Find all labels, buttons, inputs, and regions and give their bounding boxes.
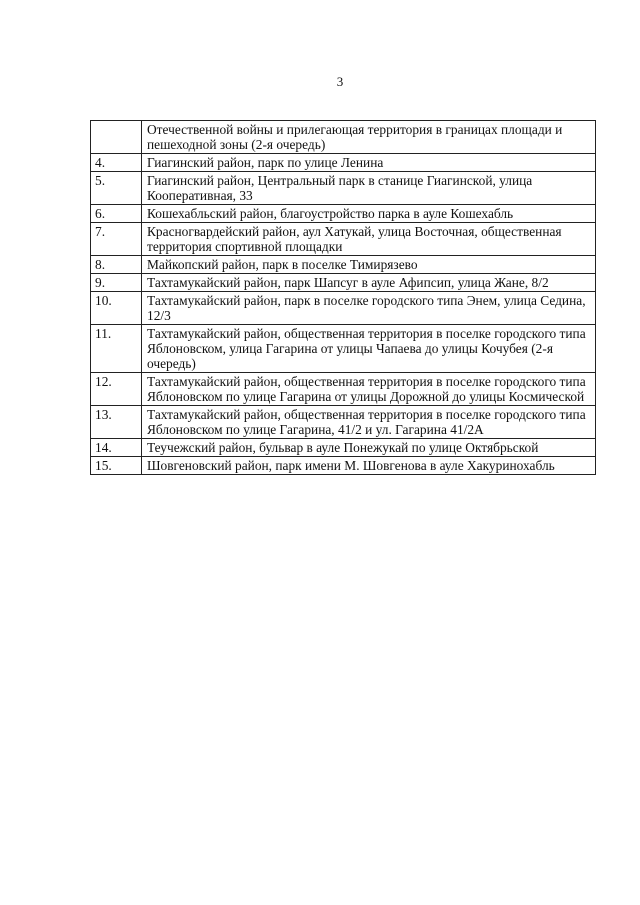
row-text: Теучежский район, бульвар в ауле Понежукай по улице Октябрьской <box>142 439 596 457</box>
row-number: 9. <box>91 274 142 292</box>
row-number: 5. <box>91 172 142 205</box>
table-row <box>91 292 596 325</box>
row-number: 10. <box>91 292 142 325</box>
row-number: 11. <box>91 325 142 373</box>
table-row <box>91 406 596 439</box>
row-text: Тахтамукайский район, общественная территория в поселке городского типа Яблоновском, улица Гагарина от улицы Чапаева до улицы Кочубея (2-я очередь) <box>142 325 596 373</box>
row-text: Отечественной войны и прилегающая территория в границах площади и пешеходной зоны (2-я очередь) <box>142 121 596 154</box>
row-text: Тахтамукайский район, общественная территория в поселке городского типа Яблоновском по улице Гагарина, 41/2 и ул. Гагарина 41/2А <box>142 406 596 439</box>
row-number <box>91 121 142 154</box>
row-number: 14. <box>91 439 142 457</box>
row-text: Шовгеновский район, парк имени М. Шовгенова в ауле Хакуринохабль <box>142 457 596 475</box>
table-row <box>91 256 596 274</box>
page-number: 3 <box>336 74 344 89</box>
row-text: Тахтамукайский район, парк в поселке городского типа Энем, улица Седина, 12/3 <box>142 292 596 325</box>
table-row <box>91 274 596 292</box>
row-number: 6. <box>91 205 142 223</box>
row-text: Кошехабльский район, благоустройство парка в ауле Кошехабль <box>142 205 596 223</box>
table-row <box>91 373 596 406</box>
table-row <box>91 325 596 373</box>
row-number: 13. <box>91 406 142 439</box>
table-row <box>91 439 596 457</box>
table-row <box>91 154 596 172</box>
row-text: Красногвардейский район, аул Хатукай, улица Восточная, общественная территория спортивной площадки <box>142 223 596 256</box>
row-number: 7. <box>91 223 142 256</box>
table-row <box>91 121 596 154</box>
table-row <box>91 223 596 256</box>
row-text: Гиагинский район, парк по улице Ленина <box>142 154 596 172</box>
row-text: Гиагинский район, Центральный парк в станице Гиагинской, улица Кооперативная, 33 <box>142 172 596 205</box>
row-number: 8. <box>91 256 142 274</box>
row-text: Майкопский район, парк в поселке Тимирязево <box>142 256 596 274</box>
table-row <box>91 172 596 205</box>
row-text: Тахтамукайский район, парк Шапсуг в ауле Афипсип, улица Жане, 8/2 <box>142 274 596 292</box>
table-row <box>91 457 596 475</box>
row-number: 4. <box>91 154 142 172</box>
row-number: 15. <box>91 457 142 475</box>
row-number: 12. <box>91 373 142 406</box>
table-row <box>91 205 596 223</box>
row-text: Тахтамукайский район, общественная территория в поселке городского типа Яблоновском по улице Гагарина от улицы Дорожной до улицы Космической <box>142 373 596 406</box>
territories-table <box>90 120 596 475</box>
